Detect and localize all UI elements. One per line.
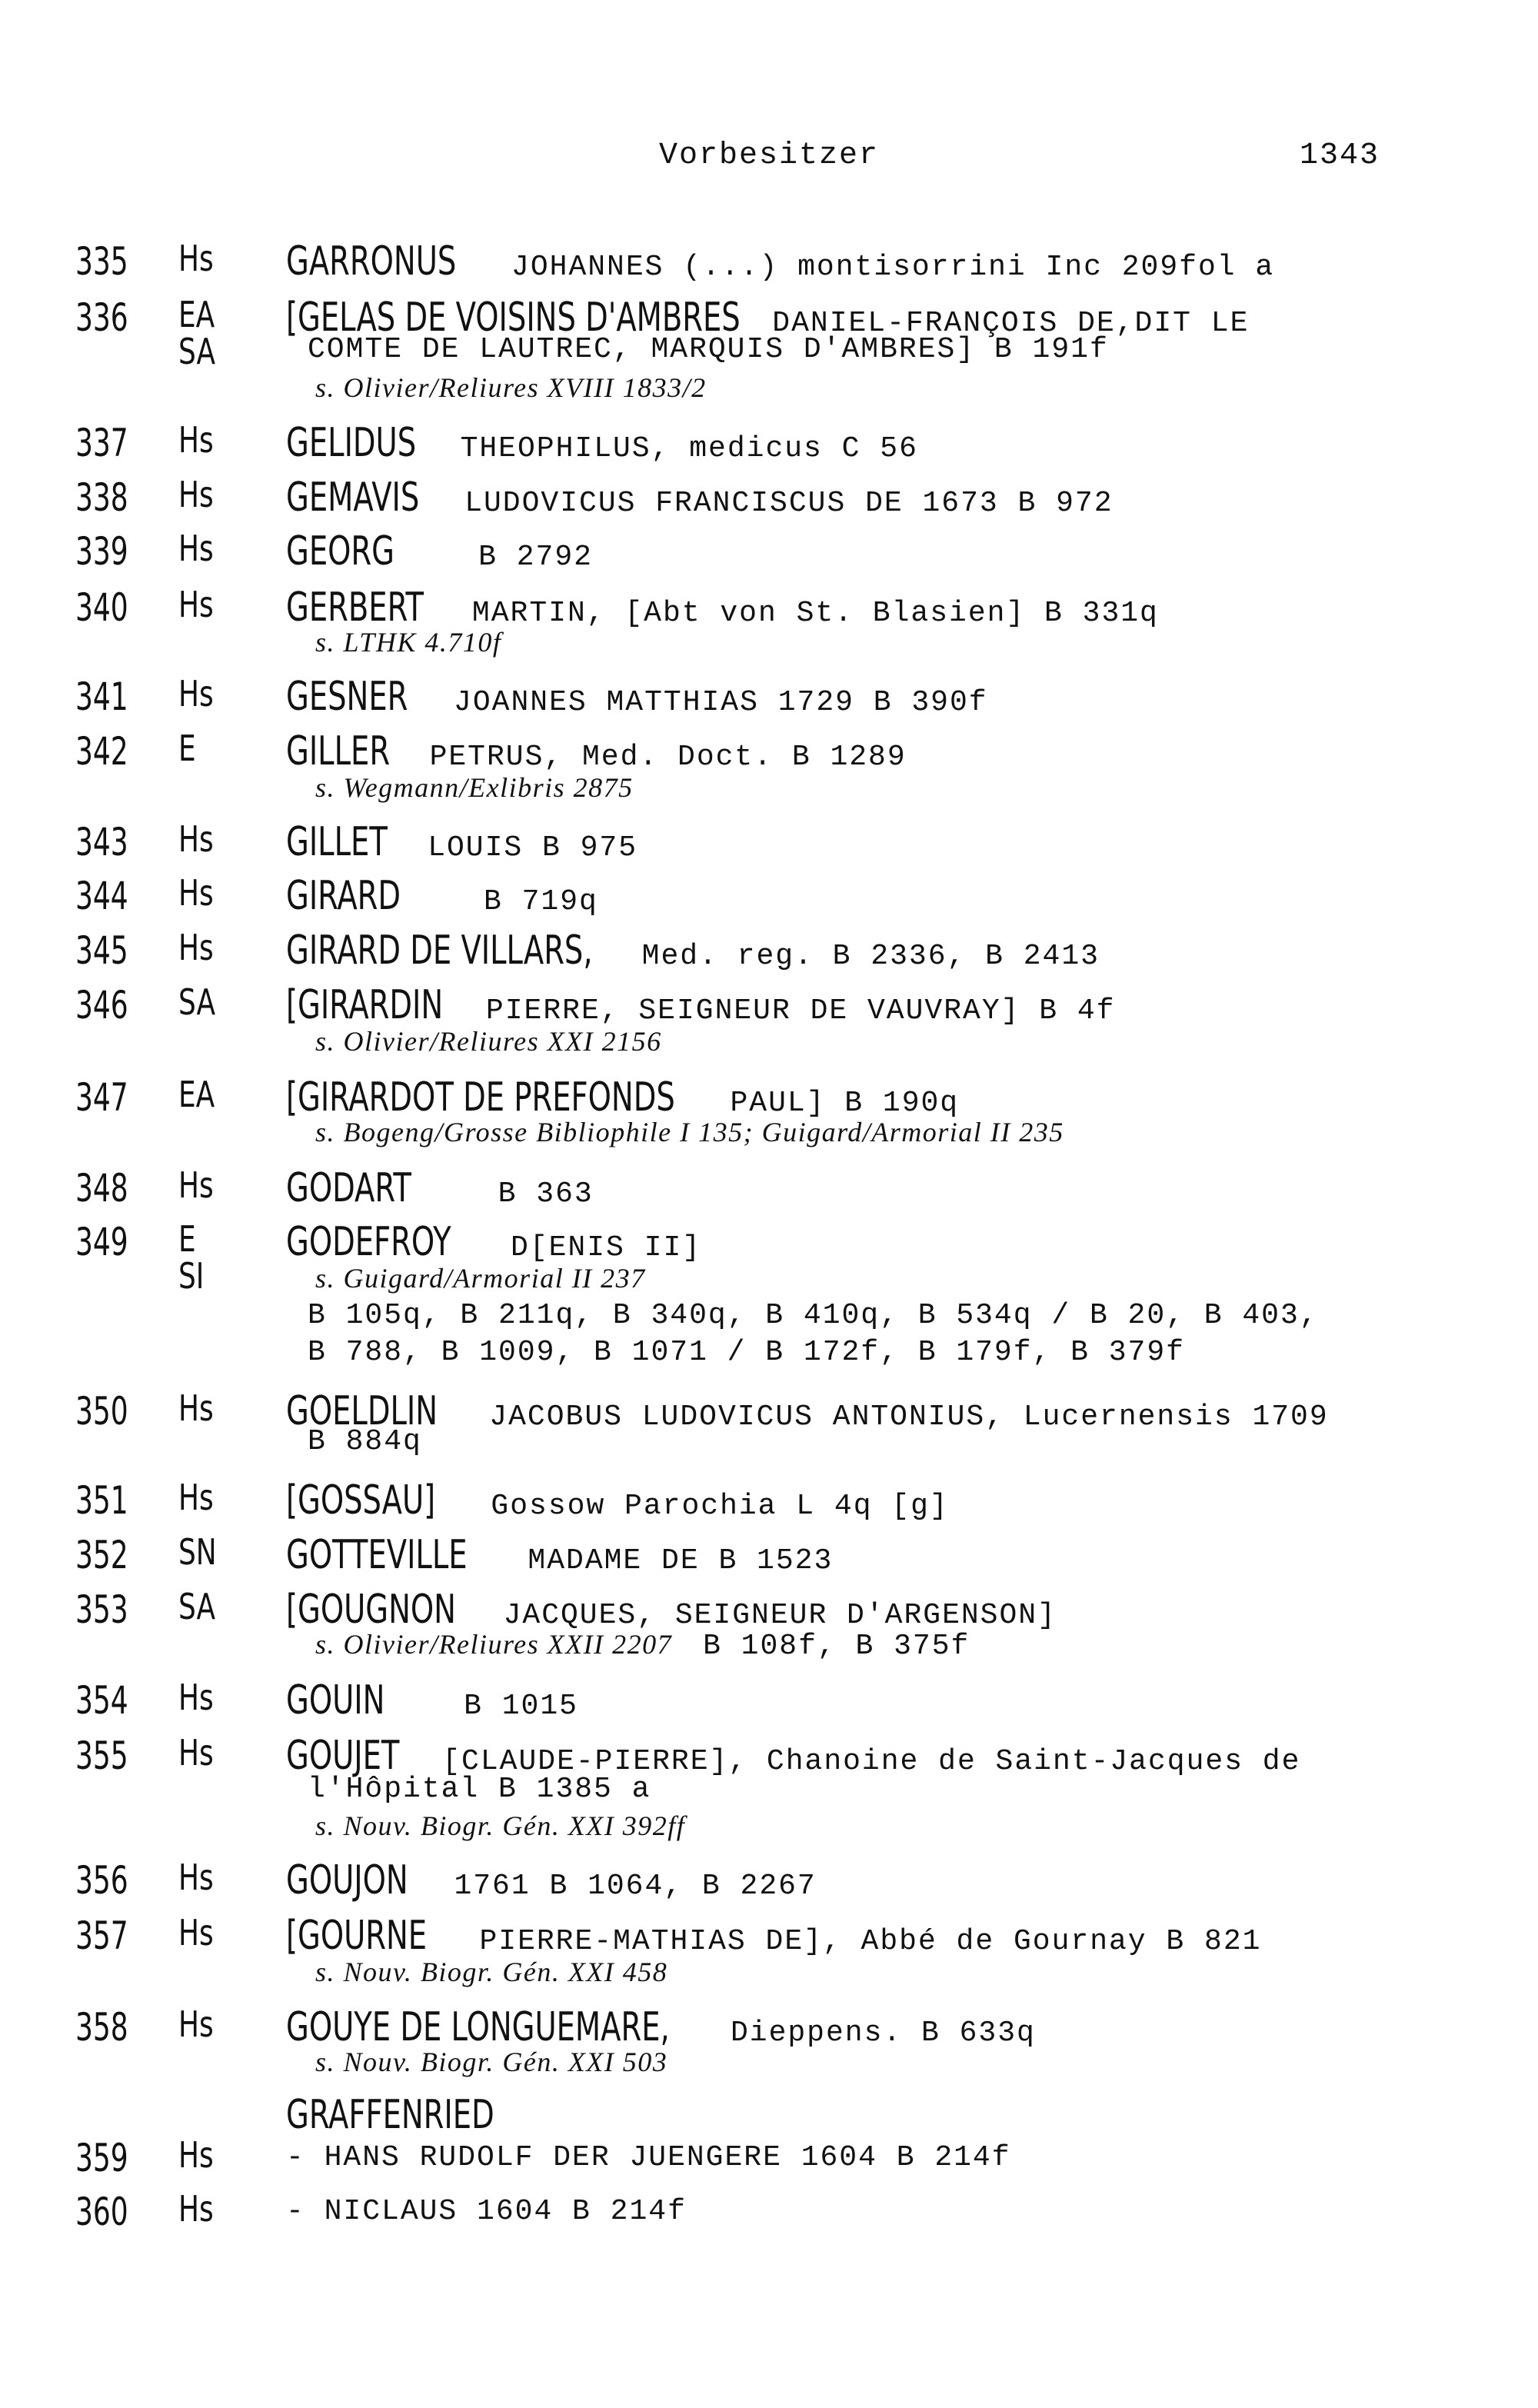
entry-reference: s. Wegmann/Exlibris 2875 [315,772,634,803]
entry-number: 349 [75,1220,128,1264]
entry-text: PAUL] B 190q [730,1087,960,1120]
entry-heading: GILLET [286,819,388,865]
entry-number: 356 [75,1858,128,1903]
entry-heading: GOELDLIN [286,1388,438,1434]
entry-text: JOANNES MATTHIAS 1729 B 390f [454,686,988,719]
entry-reference: s. Nouv. Biogr. Gén. XXI 392ff [315,1810,686,1841]
entry-type: SN [178,1531,217,1573]
entry-number: 346 [75,983,128,1027]
entry-reference: s. LTHK 4.710f [315,627,502,658]
entry-number: 343 [75,820,128,864]
entry-heading: GIRARD DE VILLARS, [286,928,593,974]
running-header-title: Vorbesitzer [658,138,880,173]
entry-reference: s. Nouv. Biogr. Gén. XXI 458 [315,1957,668,1987]
entry-type: Hs [178,1857,214,1898]
entry-heading: GIRARD [286,873,401,919]
entry-text: 1761 B 1064, B 2267 [454,1870,817,1903]
entry-text: LOUIS B 975 [428,831,638,864]
entry-reference: s. Bogeng/Grosse Bibliophile I 135; Guigard/Armorial II 235 [315,1117,1064,1147]
entry-type: Hs [178,584,214,625]
entry-heading: GERBERT [286,585,424,631]
entry-text: MARTIN, [Abt von St. Blasien] B 331q [471,597,1159,630]
entry-text: Gossow Parochia L 4q [g] [491,1490,949,1523]
entry-type: Hs [178,1732,214,1774]
entry-heading: [GIRARDIN [286,982,444,1028]
entry-heading: GODART [286,1165,411,1211]
entry-text: JOHANNES (...) montisorrini Inc 209fol a [511,251,1275,284]
entry-text: JACOBUS LUDOVICUS ANTONIUS, Lucernensis 1709 [489,1401,1329,1434]
entry-heading: GOUYE DE LONGUEMARE, [286,2004,670,2050]
entry-text: B 1015 [425,1690,578,1723]
entry-type: Hs [178,673,214,714]
entry-type: Hs [178,2188,214,2230]
entry-type-secondary: SI [178,1255,205,1297]
entry-number: 359 [75,2136,128,2180]
entry-heading: GILLER [286,728,391,774]
entry-text: - NICLAUS 1604 B 214f [286,2195,687,2228]
entry-number: 338 [75,475,128,520]
entry-heading: GOTTEVILLE [286,1532,468,1578]
entry-reference: s. Guigard/Armorial II 237 [315,1263,646,1294]
entry-text: PETRUS, Med. Doct. B 1289 [429,741,907,774]
entry-number: 353 [75,1587,128,1632]
entry-number: 340 [75,585,128,630]
entry-number: 341 [75,674,128,719]
entry-text: B 2792 [440,541,593,574]
entry-text: Dieppens. B 633q [730,2017,1036,2050]
entry-heading: [GOURNE [286,1913,428,1959]
entry-type: Hs [178,2003,214,2045]
entry-number: 357 [75,1913,128,1958]
entry-heading: GOUIN [286,1677,385,1724]
entry-number: 348 [75,1166,128,1211]
entry-type: SA [178,981,215,1023]
entry-text: DANIEL-FRANÇOIS DE,DIT LE [772,307,1250,340]
entry-text: B 363 [460,1177,594,1211]
entry-number: 344 [75,874,128,918]
entry-type: SA [178,1586,215,1627]
entry-number: 339 [75,529,128,574]
entry-heading: GELIDUS [286,420,417,466]
entry-heading: GARRONUS [286,238,457,285]
entry-number: 336 [75,295,128,340]
entry-number: 355 [75,1734,128,1778]
entry-reference: s. Olivier/Reliures XXI 2156 [315,1026,662,1057]
entry-type: Hs [178,927,214,968]
entry-heading: GEORG [286,528,394,575]
entry-number: 354 [75,1678,128,1723]
entry-text: PIERRE, SEIGNEUR DE VAUVRAY] B 4f [485,994,1116,1027]
entry-number: 350 [75,1389,128,1434]
entry-reference: s. Olivier/Reliures XXII 2207 [315,1629,673,1660]
entry-type: EA [178,294,215,335]
entry-type: Hs [178,1164,214,1206]
entry-heading: GRAFFENRIED [286,2092,494,2138]
entry-type: Hs [178,1387,214,1429]
entry-reference: s. Nouv. Biogr. Gén. XXI 503 [315,2047,668,2077]
entry-text: MADAME DE B 1523 [528,1544,834,1577]
entry-continuation: COMTE DE LAUTREC, MARQUIS D'AMBRES] B 191f [308,333,1109,366]
entry-type: Hs [178,1477,214,1518]
entry-reference: s. Olivier/Reliures XVIII 1833/2 [315,372,707,403]
entry-holdings: B 788, B 1009, B 1071 / B 172f, B 179f, B 379f [308,1336,1185,1369]
entry-text: Med. reg. B 2336, B 2413 [641,940,1100,973]
entry-text: [CLAUDE-PIERRE], Chanoine de Saint-Jacques de [442,1745,1301,1778]
entry-heading: [GOUGNON [286,1587,456,1633]
entry-continuation: B 884q [308,1425,422,1458]
entry-heading: GOUJET [286,1733,400,1779]
entry-heading: GESNER [286,674,408,720]
entry-type: Hs [178,528,214,569]
entry-number: 360 [75,2190,128,2234]
entry-type: Hs [178,1912,214,1953]
entry-type: Hs [178,474,214,515]
entry-text: THEOPHILUS, medicus C 56 [460,432,918,465]
entry-number: 351 [75,1478,128,1523]
page-number: 1343 [1300,138,1380,173]
entry-continuation: l'Hôpital B 1385 a [308,1773,651,1806]
entry-holdings: B 108f, B 375f [703,1630,970,1663]
entry-type: EA [178,1074,215,1115]
entry-heading: [GELAS DE VOISINS D'AMBRES [286,295,741,341]
entry-text: PIERRE-MATHIAS DE], Abbé de Gournay B 821 [479,1925,1262,1958]
entry-number: 358 [75,2005,128,2050]
entry-number: 347 [75,1075,128,1120]
entry-number: 345 [75,928,128,973]
entry-type: Hs [178,1677,214,1718]
entry-type: E [178,728,196,769]
entry-type: E [178,1218,196,1260]
entry-heading: GODEFROY [286,1219,451,1265]
entry-text: B 719q [445,885,598,918]
entry-holdings: B 105q, B 211q, B 340q, B 410q, B 534q / B 20, B 403, [308,1299,1319,1332]
entry-text: LUDOVICUS FRANCISCUS DE 1673 B 972 [464,487,1114,520]
entry-type: Hs [178,2134,214,2176]
entry-type-secondary: SA [178,331,215,372]
entry-number: 335 [75,239,128,284]
entry-type: Hs [178,872,214,914]
entry-number: 337 [75,421,128,465]
entry-type: Hs [178,238,214,279]
entry-heading: [GIRARDOT DE PREFONDS [286,1074,675,1121]
entry-heading: GOUJON [286,1857,408,1903]
entry-number: 342 [75,729,128,774]
entry-text: JACQUES, SEIGNEUR D'ARGENSON] [503,1599,1057,1632]
entry-type: Hs [178,419,214,461]
entry-text: - HANS RUDOLF DER JUENGERE 1604 B 214f [286,2141,1011,2174]
entry-heading: [GOSSAU] [286,1477,436,1524]
entry-reference-line [315,1628,970,1663]
entry-number: 352 [75,1533,128,1577]
entry-type: Hs [178,818,214,860]
entry-heading: GEMAVIS [286,475,420,521]
entry-text: D[ENIS II] [511,1231,702,1264]
